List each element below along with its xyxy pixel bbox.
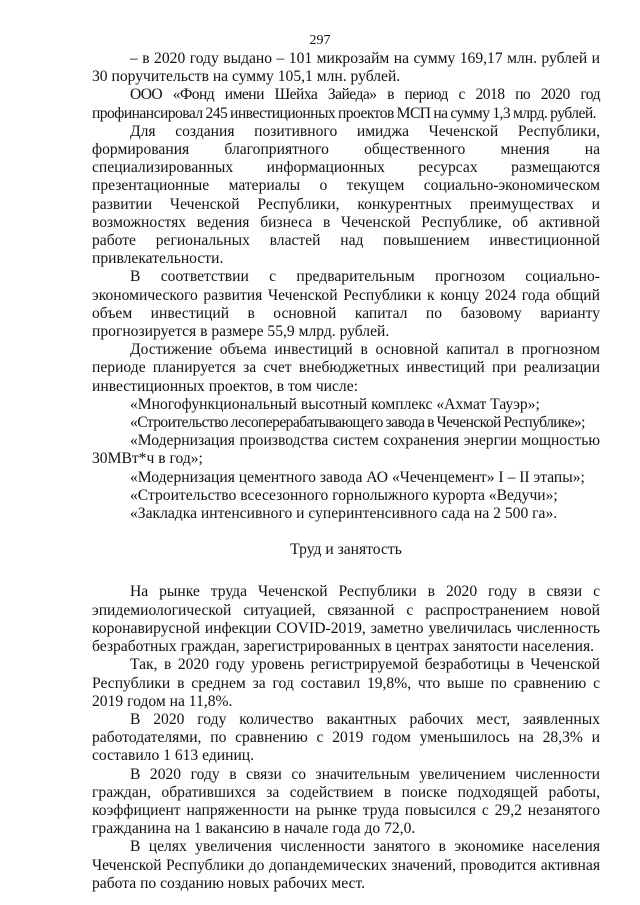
section-heading: Труд и занятость — [290, 541, 402, 559]
list-item: «Модернизация цементного завода АО «Чеченцемент» I – II этапы»; — [130, 468, 585, 486]
project-list — [92, 396, 600, 523]
paragraph-tension-coefficient: В 2020 году в связи со значительным увеличением численности граждан, обратившихся за содействием в поиске подходящей работы, коэффициент напряженности на рынке труда повысился с 29,2 незанятого гражданина на 1 вакансию в начале года до 72,0. — [92, 765, 600, 838]
list-item: «Закладка интенсивного и суперинтенсивного сада на 2 500 га». — [130, 505, 558, 523]
paragraph-unemployment-rate: Так, в 2020 году уровень регистрируемой безработицы в Чеченской Республики в среднем за год составил 19,8%, что выше по сравнению с 2019 годом на 11,8%. — [92, 656, 600, 710]
paragraph-investment-sources: Достижение объема инвестиций в основной капитал в прогнозном периоде планируется за счет внебюджетных инвестиций при реализации инвестиционных проектов, в том числе: — [92, 341, 600, 395]
paragraph-investment-forecast: В соответствии с предварительным прогнозом социально-экономического развития Чеченской Республики к концу 2024 года общий объем инвестиций в основной капитал по базовому варианту прогнозируется в размере 55,9 млрд. рублей. — [92, 268, 600, 341]
paragraph-vacancies: В 2020 году количество вакантных рабочих мест, заявленных работодателями, по сравнению с 2019 годом уменьшилось на 28,3% и составило 1 613 единиц. — [92, 710, 600, 765]
paragraph-microloans: – в 2020 году выдано – 101 микрозайм на сумму 169,17 млн. рублей и 30 поручительств на сумму 105,1 млн. рублей. — [92, 50, 600, 86]
paragraph-new-jobs: В целях увеличения численности занятого в экономике населения Чеченской Республики до допандемических значений, проводится активная работа по созданию новых рабочих мест. — [92, 838, 600, 892]
page-number: 297 — [309, 33, 331, 48]
list-item: «Строительство лесоперерабатывающего завода в Чеченской Республике»; — [130, 414, 585, 432]
list-item: «Многофункциональный высотный комплекс «Ахмат Тауэр»; — [130, 395, 540, 413]
paragraph-zayed-fund: ООО «Фонд имени Шейха Зайеда» в период с 2018 по 2020 год профинансировал 245 инвестиционных проектов МСП на сумму 1,3 млрд. рублей. — [92, 86, 600, 122]
list-item: «Модернизация производства систем сохранения энергии мощностью 30МВт*ч в год»; — [92, 432, 600, 468]
paragraph-image-building: Для создания позитивного имиджа Чеченской Республики, формирования благоприятного общественного мнения на специализированных информационных ресурсах размещаются презентационные материалы о текущем социально-экономическом развитии Чеченской Республики, конкурентных преимуществах и возможностях ведения бизнеса в Чеченской Республике, об активной работе региональных властей над повышением инвестиционной привлекательности. — [92, 122, 600, 268]
paragraph-labor-market: На рынке труда Чеченской Республики в 2020 году в связи с эпидемиологической ситуацией, связанной с распространением новой коронавирусной инфекции COVID-2019, заметно увеличилась численность безработных граждан, зарегистрированных в центрах занятости населения. — [92, 583, 600, 656]
document-body — [92, 50, 600, 893]
list-item: «Строительство всесезонного горнолыжного курорта «Ведучи»; — [130, 486, 558, 504]
